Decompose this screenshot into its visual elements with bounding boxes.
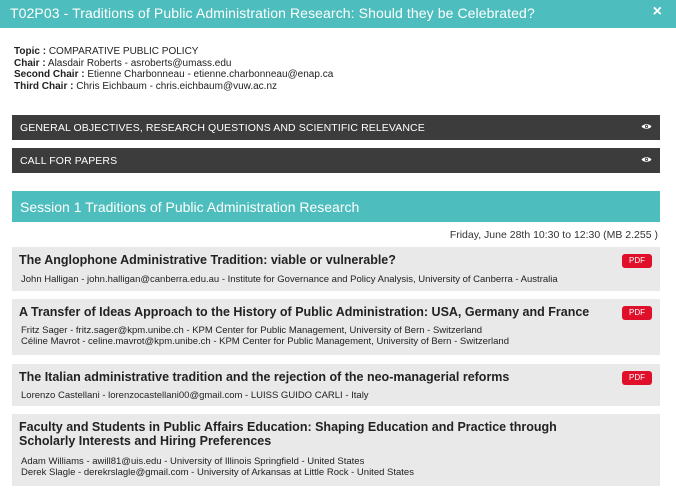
- panel-title: T02P03 - Traditions of Public Administration Research: Should they be Celebrated?: [10, 5, 535, 21]
- chair-row: [14, 58, 333, 70]
- paper-card: [12, 247, 660, 291]
- objectives-label: GENERAL OBJECTIVES, RESEARCH QUESTIONS AND SCIENTIFIC RELEVANCE: [20, 122, 425, 134]
- third-chair-row: [14, 81, 333, 93]
- paper-card: [12, 299, 660, 355]
- second-chair-row: [14, 69, 333, 81]
- session-date: Friday, June 28th 10:30 to 12:30 (MB 2.255 ): [449, 229, 658, 241]
- pdf-button[interactable]: PDF: [622, 371, 652, 385]
- topic-row: [14, 46, 333, 58]
- paper-authors: [21, 274, 558, 285]
- panel-header: [0, 0, 676, 28]
- session-header: [12, 191, 660, 222]
- author-line: John Halligan - john.halligan@canberra.edu.au - Institute for Governance and Policy Analysis, University of Canberra - Australia: [21, 274, 558, 285]
- author-line: Fritz Sager - fritz.sager@kpm.unibe.ch - KPM Center for Public Management, University of Bern - Switzerland: [21, 325, 483, 336]
- author-line: Lorenzo Castellani - lorenzocastellani00@gmail.com - LUISS GUIDO CARLI - Italy: [21, 390, 369, 401]
- paper-title[interactable]: A Transfer of Ideas Approach to the History of Public Administration: USA, Germany and France: [19, 305, 590, 319]
- objectives-toggle-bar[interactable]: [12, 115, 660, 140]
- chair-label: Chair :: [14, 57, 46, 69]
- paper-title[interactable]: The Anglophone Administrative Tradition: viable or vulnerable?: [19, 253, 396, 267]
- session-title: Session 1 Traditions of Public Administration Research: [20, 199, 360, 215]
- author-line: Céline Mavrot - celine.mavrot@kpm.unibe.ch - KPM Center for Public Management, University of Bern - Switzerland: [21, 336, 509, 347]
- paper-authors: [21, 325, 509, 347]
- close-icon[interactable]: ×: [652, 3, 662, 20]
- call-for-papers-toggle-bar[interactable]: [12, 148, 660, 173]
- pdf-button[interactable]: PDF: [622, 306, 652, 320]
- call-for-papers-label: CALL FOR PAPERS: [20, 155, 118, 167]
- paper-authors: [21, 390, 369, 401]
- second-chair-label: Second Chair :: [14, 69, 85, 80]
- paper-card: [12, 414, 660, 486]
- author-line: Derek Slagle - derekrslagle@gmail.com - University of Arkansas at Little Rock - United States: [21, 467, 414, 478]
- paper-title[interactable]: Faculty and Students in Public Affairs Education: Shaping Education and Practice through Scholarly Interests and Hiring Preferences: [19, 420, 557, 448]
- second-chair-value: Etienne Charbonneau - etienne.charbonneau@enap.ca: [87, 69, 334, 80]
- third-chair-value: Chris Eichbaum - chris.eichbaum@vuw.ac.nz: [76, 80, 278, 92]
- eye-icon[interactable]: [641, 155, 652, 164]
- eye-icon[interactable]: [641, 122, 652, 131]
- third-chair-label: Third Chair :: [14, 80, 74, 92]
- chair-value: Alasdair Roberts - asroberts@umass.edu: [47, 57, 232, 69]
- paper-authors: [21, 456, 414, 478]
- author-line: Adam Williams - awill81@uis.edu - University of Illinois Springfield - United States: [21, 456, 365, 467]
- topic-label: Topic :: [14, 46, 47, 57]
- panel-meta: [14, 46, 333, 92]
- paper-title[interactable]: The Italian administrative tradition and the rejection of the neo-managerial reforms: [19, 370, 510, 384]
- topic-value: COMPARATIVE PUBLIC POLICY: [48, 46, 199, 57]
- paper-card: [12, 364, 660, 406]
- pdf-button[interactable]: PDF: [622, 254, 652, 268]
